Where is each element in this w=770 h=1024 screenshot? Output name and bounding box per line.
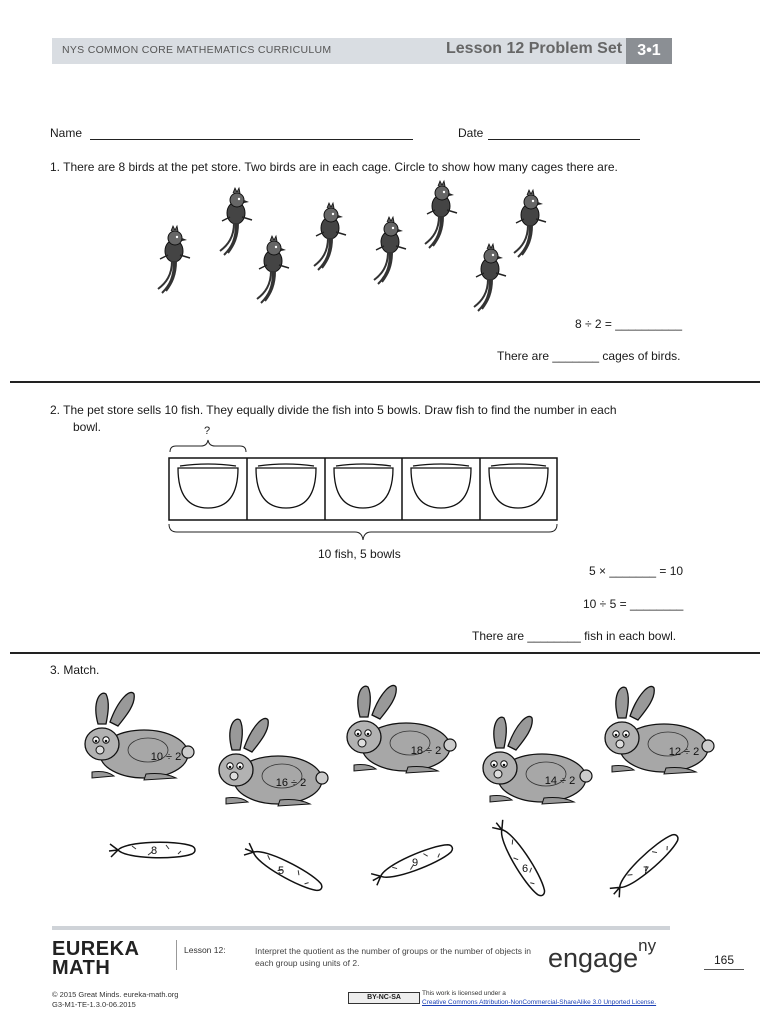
rabbit-icon (605, 686, 714, 774)
engageny-logo: engage$^{ny}$ (548, 936, 657, 973)
lesson-title: Lesson 12 Problem Set (446, 40, 623, 57)
name-label: Name (50, 126, 83, 140)
license-text: This work is licensed under a Creative Commons Attribution-NonCommercial-ShareAlike 3.0 Unported License. (422, 990, 657, 1006)
rabbit-icon (219, 718, 328, 806)
rabbit-icon (483, 716, 592, 804)
carrot-label: 5 (277, 865, 285, 877)
cc-license-badge: BY-NC-SA (348, 992, 420, 1004)
grade-module-badge: 3•1 (626, 38, 672, 64)
problem2-prompt-line1: 2. The pet store sells 10 fish. They equally divide the fish into 5 bowls. Draw fish to find the number in each (50, 403, 617, 417)
rabbit-label: 10 ÷ 2 (150, 751, 182, 763)
problem2-equation2: 10 ÷ 5 = ________ (583, 597, 684, 611)
rabbit-icon (347, 685, 456, 773)
carrot-label: 6 (521, 863, 529, 875)
date-label: Date (458, 126, 484, 140)
footer-divider (176, 940, 177, 970)
problem3-prompt: 3. Match. (50, 663, 100, 677)
page-number: 165 (704, 953, 744, 970)
rabbit-icon (85, 692, 194, 780)
question-mark: ? (204, 425, 211, 437)
carrot-label: 9 (411, 857, 419, 869)
problem1-equation: 8 ÷ 2 = __________ (575, 317, 683, 331)
carrot-label: 8 (150, 845, 158, 857)
footer-description: Interpret the quotient as the number of groups or the number of objects in each group using units of 2. (255, 946, 531, 968)
license-link[interactable]: Creative Commons Attribution-NonCommercial-ShareAlike 3.0 Unported License. (422, 999, 657, 1006)
eureka-math-logo: EUREKA MATH (52, 938, 140, 979)
problem1-answer: There are _______ cages of birds. (497, 349, 681, 363)
footer-bar (52, 926, 670, 930)
footer-lesson-label: Lesson 12: (184, 945, 226, 955)
curriculum-title: NYS COMMON CORE MATHEMATICS CURRICULUM (62, 44, 332, 56)
carrot-icon (490, 818, 549, 899)
problem2-answer: There are ________ fish in each bowl. (472, 629, 677, 643)
problem2-equation1: 5 × _______ = 10 (589, 564, 684, 578)
rabbit-label: 16 ÷ 2 (275, 777, 307, 789)
copyright: © 2015 Great Minds. eureka-math.org G3-M1-TE-1.3.0-06.2015 (52, 990, 179, 1009)
carrot-label: 7 (642, 865, 650, 877)
rabbit-label: 12 ÷ 2 (668, 746, 700, 758)
rabbit-label: 18 ÷ 2 (410, 745, 442, 757)
tape-label: 10 fish, 5 bowls (318, 547, 401, 561)
problem1-prompt: 1. There are 8 birds at the pet store. Two birds are in each cage. Circle to show how many cages there are. (50, 160, 618, 174)
problem2-prompt-line2: bowl. (73, 420, 102, 434)
rabbit-label: 14 ÷ 2 (544, 775, 576, 787)
